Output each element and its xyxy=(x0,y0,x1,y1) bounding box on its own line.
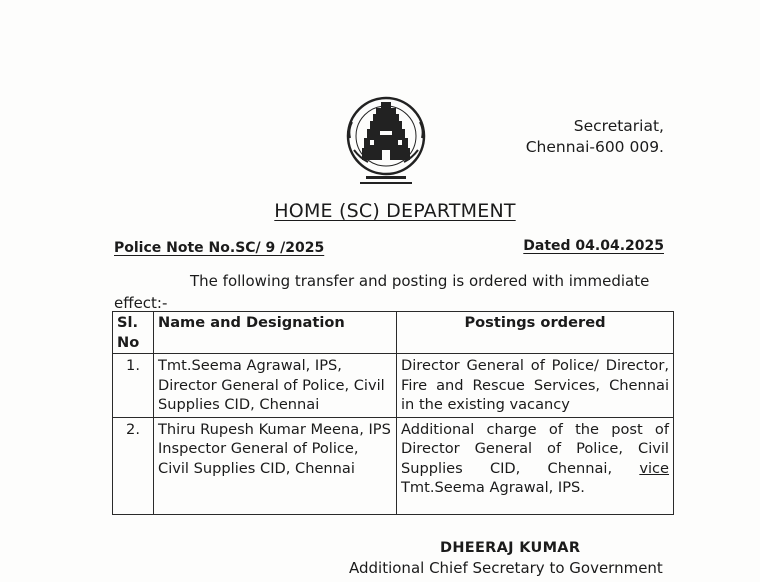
row-sl-no: 1. xyxy=(113,354,154,418)
row-name-designation: Tmt.Seema Agrawal, IPS, Director General of Police, Civil Supplies CID, Chennai xyxy=(154,354,397,418)
posting-text: Tmt.Seema Agrawal, IPS. xyxy=(401,479,585,496)
signatory-title: Additional Chief Secretary to Government xyxy=(349,559,663,577)
row-name-designation: Thiru Rupesh Kumar Meena, IPS Inspector General of Police, Civil Supplies CID, Chennai xyxy=(154,417,397,514)
intro-text: effect:- xyxy=(114,294,168,312)
table-row xyxy=(113,354,674,418)
vice-text: vice xyxy=(639,459,670,477)
address-block xyxy=(500,116,664,158)
signatory-name: DHEERAJ KUMAR xyxy=(440,540,581,556)
row-posting-ordered: Director General of Police/ Director, Fire and Rescue Services, Chennai in the existing vacancy xyxy=(397,354,674,418)
address-line: Chennai-600 009. xyxy=(525,138,664,156)
posting-text: Additional charge of the post of Director General of Police, Civil Supplies CID, Chennai, xyxy=(401,420,669,477)
tamil-nadu-emblem-icon xyxy=(330,88,442,192)
table-header-row xyxy=(113,312,674,354)
postings-table xyxy=(112,311,674,515)
address-line: Secretariat, xyxy=(573,117,664,135)
note-number: Police Note No.SC/ 9 /2025 xyxy=(114,240,325,256)
row-sl-no: 2. xyxy=(113,417,154,514)
header-postings: Postings ordered xyxy=(397,312,674,354)
intro-text: The following transfer and posting is ordered with immediate xyxy=(190,272,650,290)
row-posting-ordered xyxy=(397,417,674,514)
header-name: Name and Designation xyxy=(154,312,397,354)
header-sl-no: Sl. No xyxy=(113,312,154,354)
table-row xyxy=(113,417,674,514)
department-heading: HOME (SC) DEPARTMENT xyxy=(274,200,516,222)
note-date: Dated 04.04.2025 xyxy=(523,238,664,254)
